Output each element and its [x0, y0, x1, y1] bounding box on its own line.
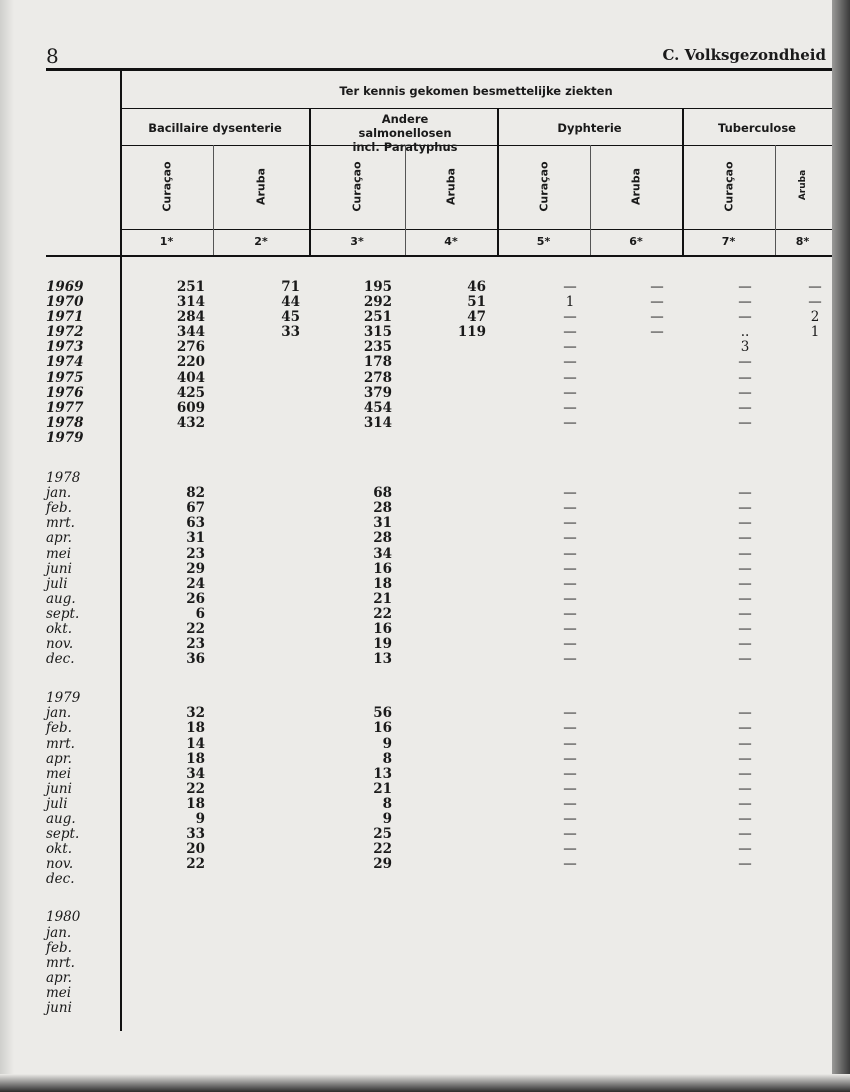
page-edge-bottom	[0, 1074, 850, 1092]
table-cell: 33	[186, 826, 205, 843]
column-number: 5*	[536, 235, 551, 248]
table-cell: —	[563, 841, 577, 858]
row-label: sept.	[46, 605, 80, 622]
table-cell: —	[738, 795, 752, 812]
row-label: feb.	[46, 939, 72, 956]
column-heading: Curaçao	[160, 161, 173, 212]
table-row	[0, 971, 850, 986]
table-cell: —	[563, 750, 577, 767]
table-cell: —	[738, 515, 752, 532]
table-cell: —	[738, 530, 752, 547]
row-label: mrt.	[46, 735, 75, 752]
table-cell: 13	[373, 765, 392, 782]
column-number: 6*	[629, 235, 643, 248]
table-row	[0, 691, 850, 706]
table-cell: 23	[186, 636, 205, 653]
number-rule	[120, 229, 832, 230]
row-label: mrt.	[46, 515, 75, 532]
table-cell: —	[738, 545, 752, 562]
table-cell: —	[650, 324, 664, 341]
column-heading: Curaçao	[722, 161, 735, 212]
table-row	[0, 721, 850, 736]
table-cell: 432	[176, 414, 205, 431]
table-cell: 47	[467, 309, 486, 326]
column-heading: Aruba	[254, 167, 268, 206]
table-cell: 18	[373, 575, 392, 592]
column-number: 2*	[254, 235, 268, 248]
table-cell: —	[563, 515, 577, 532]
table-row	[0, 501, 850, 516]
column-divider	[590, 145, 591, 255]
table-row	[0, 471, 850, 486]
table-cell: —	[563, 720, 577, 737]
row-label: mei	[46, 984, 72, 1001]
row-label: juli	[46, 575, 68, 592]
table-cell: 22	[186, 856, 205, 873]
group-heading: Dyphterie	[557, 121, 622, 135]
table-cell: 22	[373, 605, 392, 622]
table-row	[0, 371, 850, 386]
row-label: 1979	[46, 690, 81, 707]
group-heading: Tuberculose	[718, 121, 796, 135]
row-label: jan.	[46, 705, 72, 722]
row-label: sept.	[46, 826, 80, 843]
table-cell: —	[563, 590, 577, 607]
group-heading: Andere salmonellosen incl. Paratyphus	[352, 112, 458, 154]
table-cell: 31	[186, 530, 205, 547]
table-cell: —	[563, 500, 577, 517]
table-cell: 119	[457, 324, 486, 341]
row-label: 1977	[46, 399, 84, 416]
table-cell: 16	[373, 560, 392, 577]
table-cell: —	[738, 384, 752, 401]
row-label: 1978	[46, 414, 84, 431]
table-cell: 195	[363, 279, 392, 295]
table-cell: —	[563, 636, 577, 653]
table-row	[0, 325, 850, 340]
table-cell: 314	[363, 414, 392, 431]
table-cell: —	[563, 705, 577, 722]
table-row	[0, 486, 850, 501]
table-row	[0, 531, 850, 546]
table-cell: 8	[382, 795, 392, 812]
table-row	[0, 622, 850, 637]
row-label: okt.	[46, 841, 73, 858]
table-cell: —	[563, 560, 577, 577]
table-cell: —	[650, 309, 664, 326]
table-cell: —	[738, 811, 752, 827]
table-cell: —	[563, 826, 577, 843]
column-number: 4*	[444, 235, 458, 248]
table-cell: —	[563, 530, 577, 547]
row-label: dec.	[46, 871, 75, 888]
table-cell: 425	[176, 384, 205, 401]
row-label: juni	[46, 1000, 72, 1017]
table-cell: 46	[467, 279, 486, 295]
table-row	[0, 941, 850, 956]
table-cell: 220	[176, 354, 205, 371]
table-cell: —	[563, 765, 577, 782]
table-row	[0, 1001, 850, 1016]
top-rule	[46, 68, 832, 71]
table-cell: 26	[186, 590, 205, 607]
table-section	[0, 471, 850, 667]
table-cell: —	[738, 399, 752, 416]
table-cell: 284	[176, 309, 205, 326]
table-cell: 3	[740, 339, 750, 356]
table-row	[0, 737, 850, 752]
table-cell: —	[738, 841, 752, 858]
table-row	[0, 592, 850, 607]
row-label: 1980	[46, 909, 81, 926]
table-cell: 22	[186, 780, 205, 797]
table-cell: —	[563, 309, 577, 326]
table-row	[0, 295, 850, 310]
table-cell: 454	[363, 399, 392, 416]
table-row	[0, 782, 850, 797]
column-number: 1*	[159, 235, 174, 248]
row-label: 1976	[46, 384, 84, 401]
table-cell: —	[563, 811, 577, 827]
row-label: 1975	[46, 369, 84, 386]
row-label: aug.	[46, 811, 76, 827]
table-row	[0, 767, 850, 782]
header-bottom-rule	[46, 255, 832, 257]
table-cell: 13	[373, 651, 392, 668]
row-label: 1973	[46, 339, 84, 356]
table-cell: 404	[176, 369, 205, 386]
row-label: mei	[46, 765, 72, 782]
row-label: juni	[46, 560, 72, 577]
row-label: 1970	[46, 294, 84, 311]
table-cell: 31	[373, 515, 392, 532]
table-cell: 51	[467, 294, 486, 311]
table-cell: —	[738, 560, 752, 577]
table-cell: 9	[195, 811, 205, 827]
table-cell: —	[738, 294, 752, 311]
row-label: juni	[46, 780, 72, 797]
table-cell: 34	[186, 765, 205, 782]
table-cell: —	[563, 575, 577, 592]
table-cell: —	[650, 294, 664, 311]
table-cell: —	[738, 309, 752, 326]
table-cell: 235	[363, 339, 392, 356]
table-cell: —	[738, 279, 752, 295]
table-row	[0, 706, 850, 721]
row-label: 1979	[46, 429, 84, 446]
title-rule	[120, 108, 832, 109]
table-row	[0, 416, 850, 431]
row-label: 1974	[46, 354, 84, 371]
table-row	[0, 547, 850, 562]
row-label: apr.	[46, 750, 72, 767]
table-cell: 44	[281, 294, 300, 311]
table-cell: —	[738, 636, 752, 653]
table-cell: —	[563, 795, 577, 812]
table-cell: 22	[373, 841, 392, 858]
table-row	[0, 607, 850, 622]
row-label: 1978	[46, 470, 81, 487]
table-cell: 18	[186, 750, 205, 767]
table-cell: —	[563, 485, 577, 502]
table-cell: 251	[176, 279, 205, 295]
table-row	[0, 637, 850, 652]
table-cell: 276	[176, 339, 205, 356]
table-cell: —	[738, 575, 752, 592]
table-cell: ..	[740, 324, 750, 341]
table-cell: 251	[363, 309, 392, 326]
table-row	[0, 386, 850, 401]
table-row	[0, 562, 850, 577]
table-cell: —	[738, 369, 752, 386]
table-cell: 292	[363, 294, 392, 311]
table-cell: 63	[186, 515, 205, 532]
row-label: jan.	[46, 924, 72, 941]
table-cell: 82	[186, 485, 205, 502]
table-row	[0, 431, 850, 446]
table-cell: 29	[186, 560, 205, 577]
table-row	[0, 857, 850, 872]
table-cell: —	[563, 780, 577, 797]
row-label: mrt.	[46, 954, 75, 971]
table-cell: 16	[373, 720, 392, 737]
column-divider	[213, 145, 214, 255]
table-cell: —	[563, 545, 577, 562]
table-cell: —	[738, 500, 752, 517]
column-heading: Aruba	[797, 169, 808, 201]
table-row	[0, 516, 850, 531]
table-cell: —	[563, 354, 577, 371]
table-section	[0, 691, 850, 887]
table-cell: —	[563, 651, 577, 668]
table-section	[0, 280, 850, 446]
table-row	[0, 355, 850, 370]
table-row	[0, 340, 850, 355]
table-cell: —	[738, 750, 752, 767]
row-label: mei	[46, 545, 72, 562]
table-cell: —	[563, 369, 577, 386]
column-number: 7*	[721, 235, 736, 248]
table-cell: 314	[176, 294, 205, 311]
table-cell: —	[563, 605, 577, 622]
table-row	[0, 812, 850, 827]
page-edge-right	[832, 0, 850, 1092]
table-cell: —	[563, 620, 577, 637]
table-cell: 9	[382, 735, 392, 752]
table-cell: 28	[373, 500, 392, 517]
table-row	[0, 986, 850, 1001]
table-row	[0, 926, 850, 941]
row-label: feb.	[46, 720, 72, 737]
table-cell: 20	[186, 841, 205, 858]
table-cell: 23	[186, 545, 205, 562]
group-heading: Bacillaire dysenterie	[148, 121, 282, 135]
table-cell: —	[563, 324, 577, 341]
column-divider	[775, 145, 776, 255]
table-cell: 278	[363, 369, 392, 386]
table-cell: 9	[382, 811, 392, 827]
table-cell: 34	[373, 545, 392, 562]
table-cell: —	[738, 651, 752, 668]
table-row	[0, 872, 850, 887]
table-row	[0, 280, 850, 295]
table-cell: —	[738, 765, 752, 782]
table-cell: 29	[373, 856, 392, 873]
table-cell: —	[738, 720, 752, 737]
row-label: apr.	[46, 969, 72, 986]
table-cell: 68	[373, 485, 392, 502]
row-label: juli	[46, 795, 68, 812]
row-label: nov.	[46, 856, 74, 873]
table-cell: 8	[382, 750, 392, 767]
table-cell: 1	[810, 324, 820, 341]
column-heading: Curaçao	[537, 161, 550, 212]
table-cell: —	[650, 279, 664, 295]
table-cell: 28	[373, 530, 392, 547]
table-row	[0, 652, 850, 667]
table-title: Ter kennis gekomen besmettelijke ziekten	[339, 84, 613, 98]
table-cell: 71	[281, 279, 300, 295]
table-cell: —	[563, 384, 577, 401]
table-cell: 609	[176, 399, 205, 416]
table-row	[0, 310, 850, 325]
row-label: nov.	[46, 636, 74, 653]
table-cell: 178	[363, 354, 392, 371]
row-label: feb.	[46, 500, 72, 517]
table-cell: 21	[373, 780, 392, 797]
row-label: apr.	[46, 530, 72, 547]
column-number: 8*	[795, 235, 810, 248]
table-cell: —	[738, 414, 752, 431]
column-divider	[405, 145, 406, 255]
table-cell: —	[738, 735, 752, 752]
table-cell: 315	[363, 324, 392, 341]
table-cell: 6	[195, 605, 205, 622]
table-cell: —	[563, 279, 577, 295]
row-label: dec.	[46, 651, 75, 668]
table-cell: 56	[373, 705, 392, 722]
table-row	[0, 401, 850, 416]
running-head: C. Volksgezondheid	[662, 46, 826, 64]
row-label: aug.	[46, 590, 76, 607]
row-label: 1971	[46, 309, 84, 326]
table-cell: 36	[186, 651, 205, 668]
table-cell: —	[563, 856, 577, 873]
table-row	[0, 577, 850, 592]
table-cell: —	[738, 826, 752, 843]
row-label: jan.	[46, 485, 72, 502]
table-cell: 32	[186, 705, 205, 722]
column-number: 3*	[350, 235, 364, 248]
row-label: okt.	[46, 620, 73, 637]
table-cell: 33	[281, 324, 300, 341]
table-cell: —	[738, 354, 752, 371]
table-section	[0, 910, 850, 1016]
table-cell: 344	[176, 324, 205, 341]
table-cell: 19	[373, 636, 392, 653]
table-cell: 2	[810, 309, 820, 326]
table-cell: —	[563, 735, 577, 752]
table-cell: 379	[363, 384, 392, 401]
column-heading: Aruba	[629, 167, 643, 206]
table-cell: —	[563, 399, 577, 416]
column-heading: Aruba	[444, 167, 458, 206]
table-cell: 25	[373, 826, 392, 843]
table-cell: 21	[373, 590, 392, 607]
table-cell: —	[738, 485, 752, 502]
table-row	[0, 752, 850, 767]
table-cell: —	[738, 705, 752, 722]
table-cell: —	[738, 605, 752, 622]
table-cell: 14	[186, 735, 205, 752]
table-row	[0, 910, 850, 925]
table-cell: 45	[281, 309, 300, 326]
table-cell: 1	[565, 294, 575, 311]
table-row	[0, 797, 850, 812]
table-cell: —	[738, 590, 752, 607]
column-heading: Curaçao	[350, 161, 364, 212]
table-cell: 16	[373, 620, 392, 637]
table-row	[0, 842, 850, 857]
table-cell: 22	[186, 620, 205, 637]
table-cell: —	[738, 856, 752, 873]
row-label: 1969	[46, 279, 84, 295]
table-cell: —	[808, 294, 822, 311]
table-cell: —	[738, 780, 752, 797]
table-cell: —	[563, 339, 577, 356]
table-body	[0, 280, 850, 1016]
table-cell: —	[738, 620, 752, 637]
table-row	[0, 956, 850, 971]
table-cell: —	[808, 279, 822, 295]
page-number: 8	[46, 44, 59, 68]
table-cell: 67	[186, 500, 205, 517]
table-cell: 24	[186, 575, 205, 592]
table-cell: 18	[186, 795, 205, 812]
table-cell: —	[563, 414, 577, 431]
row-label: 1972	[46, 324, 84, 341]
table-row	[0, 827, 850, 842]
table-cell: 18	[186, 720, 205, 737]
